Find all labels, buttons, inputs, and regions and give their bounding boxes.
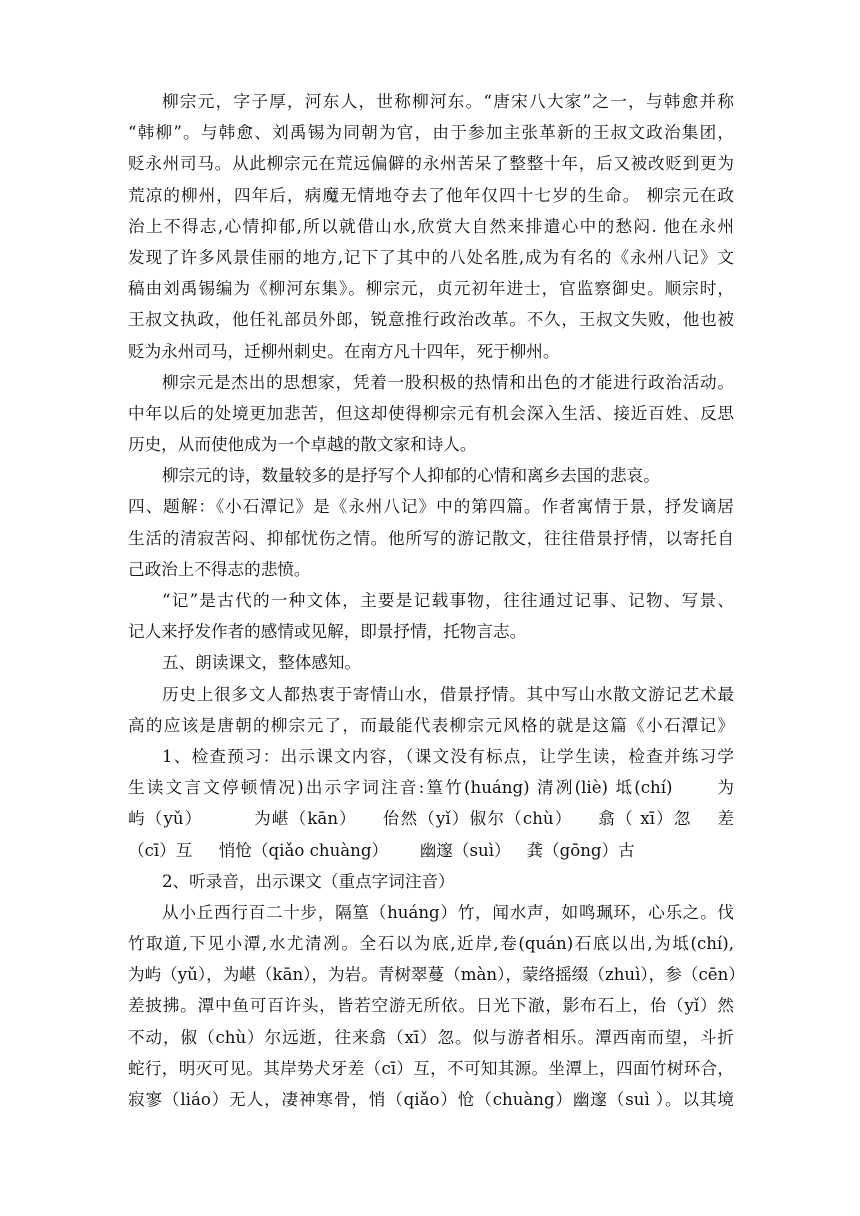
text-line: 己政治上不得志的悲愤。: [128, 559, 311, 579]
text-line: 为屿（yǔ），为嵁（kān），为岩。青树翠蔓（màn），蒙络摇缀（zhuì），参（cēn）: [128, 965, 745, 985]
text-line: 治上不得志,心情抑郁,所以就借山水,欣赏大自然来排遣心中的愁闷. 他在永州: [128, 216, 734, 236]
text-line: 寂寥（liáo）无人，凄神寒骨，悄（qiǎo）怆（chuàng）幽邃（suì ）。以其境: [128, 1090, 734, 1109]
text-line: 贬永州司马。从此柳宗元在荒远偏僻的永州苦呆了整整十年，后又被改贬到更为: [128, 154, 734, 174]
text-line: 2、听录音，出示课文（重点字词注音）: [162, 871, 455, 891]
text-line: 中年以后的处境更加悲苦，但这却使得柳宗元有机会深入生活、接近百姓、反思: [128, 403, 734, 423]
text-line: 记人来抒发作者的感情或见解，即景抒情，托物言志。: [128, 622, 527, 642]
text-line: 不动，俶（chù）尔远逝，往来翕（xī）忽。似与游者相乐。潭西南而望，斗折: [128, 1027, 734, 1047]
text-line: 稿由刘禹锡编为《柳河东集》。柳宗元，贞元初年进士，官监察御史。顺宗时，: [128, 279, 734, 299]
text-line: 1、检查预习：出示课文内容，（课文没有标点，让学生读，检查并练习学: [162, 746, 734, 766]
text-line: 从小丘西行百二十步，隔篁（huáng）竹，闻水声，如鸣珮环，心乐之。伐: [162, 902, 734, 922]
text-line: 生读文言文停顿情况)出示字词注音:篁竹(huáng) 清冽(liè) 坻(chí) 为: [128, 778, 734, 798]
text-line: 王叔文执政，他任礼部员外郎，锐意推行政治改革。不久，王叔文失败，他也被: [128, 310, 734, 330]
text-line: 荒凉的柳州，四年后，病魔无情地夺去了他年仅四十七岁的生命。 柳宗元在政: [128, 185, 734, 205]
text-line: 差披拂。潭中鱼可百许头，皆若空游无所依。日光下澈，影布石上，佁（yǐ）然: [128, 996, 734, 1016]
text-line: 蛇行，明灭可见。其岸势犬牙差（cī）互，不可知其源。坐潭上，四面竹树环合，: [128, 1058, 734, 1078]
text-line: 屿（yǔ） 为嵁（kān） 佁然（yǐ）俶尔（chù） 翕（ xī）忽 差: [128, 809, 734, 829]
text-line: “记”是古代的一种文体，主要是记载事物，往往通过记事、记物、写景、: [162, 591, 734, 610]
text-line: 柳宗元，字子厚，河东人，世称柳河东。“唐宋八大家”之一，与韩愈并称: [162, 92, 734, 111]
text-line: 历史上很多文人都热衷于寄情山水，借景抒情。其中写山水散文游记艺术最: [162, 684, 734, 704]
text-line: “韩柳”。与韩愈、刘禹锡为同朝为官，由于参加主张革新的王叔文政治集团，: [128, 123, 734, 143]
text-line: 五、朗读课文，整体感知。: [162, 653, 362, 673]
document-body: [128, 86, 745, 1115]
text-line: 历史，从而使他成为一个卓越的散文家和诗人。: [128, 435, 477, 455]
text-line: （cī）互 悄怆（qiǎo chuàng） 幽邃（suì） 龚（gōng）古: [128, 840, 635, 860]
text-line: 贬为永州司马，迁柳州刺史。在南方凡十四年，死于柳州。: [128, 341, 560, 361]
text-line: 生活的清寂苦闷、抑郁忧伤之情。他所写的游记散文，往往借景抒情，以寄托自: [128, 528, 734, 548]
text-line: 四、题解：《小石潭记》是《永州八记》中的第四篇。作者寓情于景，抒发谪居: [128, 497, 734, 517]
text-line: 柳宗元的诗，数量较多的是抒写个人抑郁的心情和离乡去国的悲哀。: [162, 466, 660, 486]
text-line: 高的应该是唐朝的柳宗元了，而最能代表柳宗元风格的就是这篇《小石潭记》: [128, 715, 734, 735]
text-line: 柳宗元是杰出的思想家，凭着一股积极的热情和出色的才能进行政治活动。: [162, 372, 734, 392]
text-line: 发现了许多风景佳丽的地方,记下了其中的八处名胜,成为有名的《永州八记》文: [128, 247, 734, 267]
text-line: 竹取道,下见小潭,水尤清冽。全石以为底,近岸,卷(quán)石底以出,为坻(chí),: [128, 934, 734, 954]
